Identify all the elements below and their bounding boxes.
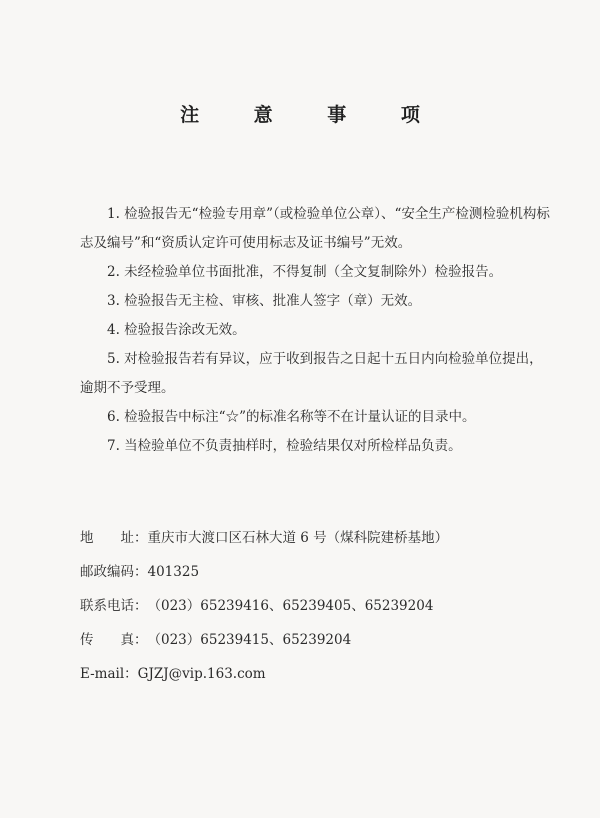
note-item-6: 6. 检验报告中标注“☆”的标准名称等不在计量认证的目录中。 xyxy=(107,409,476,425)
postcode-value: 401325 xyxy=(147,564,200,580)
postcode-row xyxy=(80,558,560,592)
notes-list xyxy=(80,200,550,461)
email-value: GJZJ@vip.163.com xyxy=(137,666,266,682)
address-label: 地 址： xyxy=(80,530,148,546)
note-item-2: 2. 未经检验单位书面批准，不得复制（全文复制除外）检验报告。 xyxy=(107,264,503,280)
fax-value: （023）65239415、65239204 xyxy=(147,632,352,648)
phone-value: （023）65239416、65239405、65239204 xyxy=(147,598,434,614)
address-row xyxy=(80,524,560,558)
page-title: 注 意 事 项 xyxy=(180,104,444,126)
email-label: E-mail： xyxy=(80,666,138,682)
email-row xyxy=(80,660,560,694)
fax-label: 传 真： xyxy=(80,632,148,648)
phone-row xyxy=(80,592,560,626)
note-item-1: 1. 检验报告无“检验专用章”（或检验单位公章）、“安全生产检测检验机构标志及编号”和“资质认定许可使用标志及证书编号”无效。 xyxy=(80,206,550,251)
note-item-7: 7. 当检验单位不负责抽样时，检验结果仅对所检样品负责。 xyxy=(107,438,462,454)
postcode-label: 邮政编码： xyxy=(80,564,148,580)
note-item-4: 4. 检验报告涂改无效。 xyxy=(107,322,246,338)
fax-row xyxy=(80,626,560,660)
note-item-3: 3. 检验报告无主检、审核、批准人签字（章）无效。 xyxy=(107,293,422,309)
contact-info xyxy=(80,524,560,694)
phone-label: 联系电话： xyxy=(80,598,148,614)
note-item-5: 5. 对检验报告若有异议，应于收到报告之日起十五日内向检验单位提出，逾期不予受理。 xyxy=(80,351,543,396)
address-value: 重庆市大渡口区石林大道 6 号（煤科院建桥基地） xyxy=(147,530,449,546)
